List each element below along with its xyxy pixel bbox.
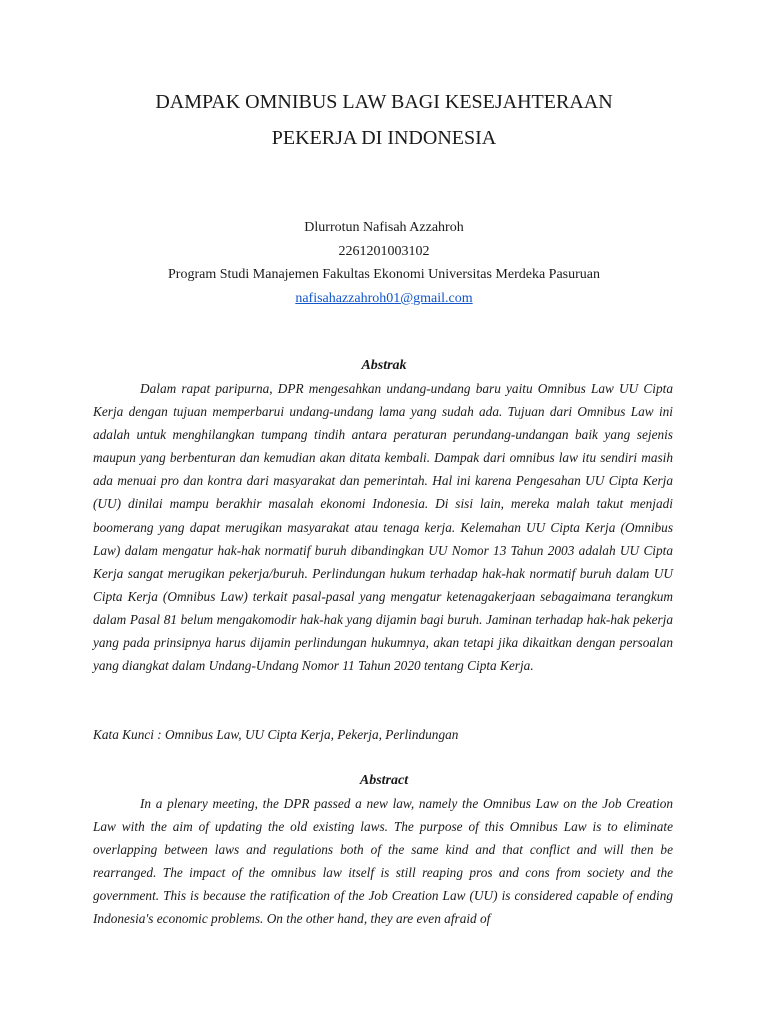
abstract-paragraph: In a plenary meeting, the DPR passed a new law, namely the Omnibus Law on the Job Creation Law with the aim of updating the old existing laws. The purpose of this Omnibus Law is to eliminate overlapping between laws and regulations both of the same kind and that conflict and will then be rearranged. The impact of the omnibus law itself is still reaping pros and cons from society and the government. This is because the ratification of the Job Creation Law (UU) is considered capable of ending Indonesia's economic problems. On the other hand, they are even afraid of <box>93 796 673 927</box>
keywords-line: Kata Kunci : Omnibus Law, UU Cipta Kerja, Pekerja, Perlindungan <box>93 727 459 742</box>
author-email-link[interactable]: nafisahazzahroh01@gmail.com <box>295 290 473 306</box>
author-student-id: 2261201003102 <box>338 243 430 259</box>
abstrak-body <box>93 377 673 677</box>
author-name: Dlurrotun Nafisah Azzahroh <box>304 220 464 235</box>
author-block <box>60 216 708 310</box>
paper-title <box>60 84 708 156</box>
abstract-body <box>93 792 673 931</box>
paper-title-line-2: PEKERJA DI INDONESIA <box>271 127 497 149</box>
author-affiliation: Program Studi Manajemen Fakultas Ekonomi Universitas Merdeka Pasuruan <box>168 267 600 282</box>
abstract-heading: Abstract <box>359 773 409 788</box>
abstrak-heading: Abstrak <box>361 358 407 373</box>
paper-title-line-1: DAMPAK OMNIBUS LAW BAGI KESEJAHTERAAN <box>155 91 613 113</box>
abstrak-paragraph: Dalam rapat paripurna, DPR mengesahkan undang-undang baru yaitu Omnibus Law UU Cipta Kerja dengan tujuan memperbarui undang-undang lama yang sudah ada. Tujuan dari Omnibus Law ini adalah untuk menghilangkan tumpang tindih antara peraturan perundang-undangan baik yang sejenis maupun yang berbenturan dan kemudian akan ditata kembali. Dampak dari omnibus law itu sendiri masih ada menuai pro dan kontra dari masyarakat dan pemerintah. Hal ini karena Pengesahan UU Cipta Kerja (UU) dinilai mampu berakhir masalah ekonomi Indonesia. Di sisi lain, mereka malah takut menjadi boomerang yang dapat merugikan masyarakat atau tenaga kerja. Kelemahan UU Cipta Kerja (Omnibus Law) dalam mengatur hak-hak normatif buruh dibandingkan UU Nomor 13 Tahun 2003 adalah UU Cipta Kerja sangat merugikan pekerja/buruh. Perlindungan hukum terhadap hak-hak normatif buruh dalam UU Cipta Kerja (Omnibus Law) terkait pasal-pasal yang mengatur ketenagakerjaan sebagaimana terangkum dalam Pasal 81 belum mengakomodir hak-hak yang dijamin bagi buruh. Jaminan terhadap hak-hak pekerja yang pada prinsipnya harus dijamin perlindungan hukumnya, akan tetapi jika dikaitkan dengan persoalan yang diangkat dalam Undang-Undang Nomor 11 Tahun 2020 tentang Cipta Kerja. <box>93 381 673 674</box>
